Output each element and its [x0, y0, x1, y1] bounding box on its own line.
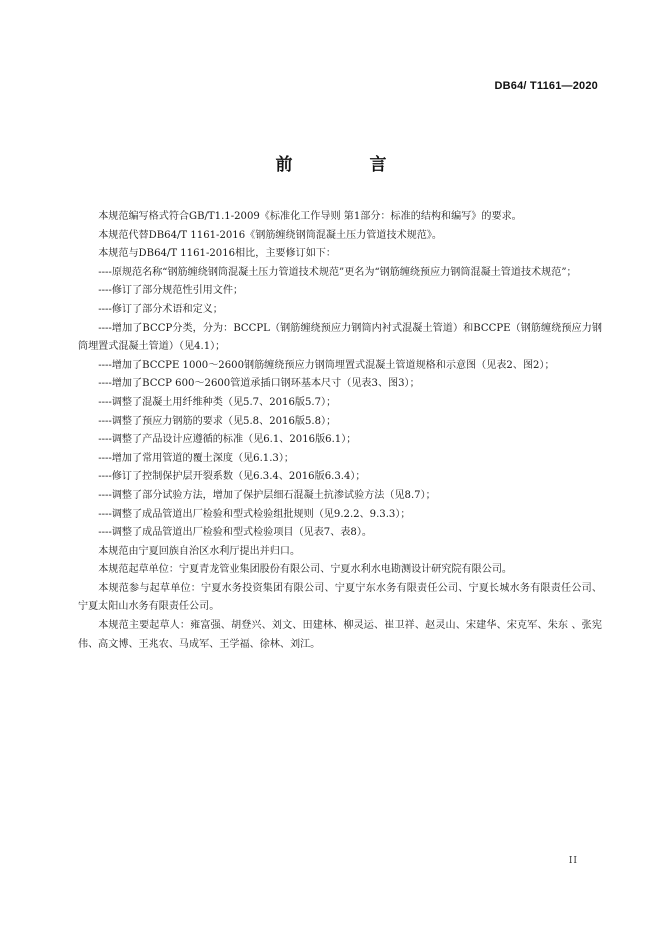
change-item: ----调整了产品设计应遵循的标准（见6.1、2016版6.1）； — [98, 434, 357, 446]
paragraph-proposer: 本规范由宁夏回族自治区水利厅提出并归口。 — [98, 545, 301, 557]
change-item: ----增加了常用管道的覆土深度（见6.1.3）； — [98, 452, 294, 464]
foreword-body — [78, 208, 602, 654]
paragraph-format: 本规范编写格式符合GB/T1.1-2009《标准化工作导则 第1部分：标准的结构和编写》的要求。 — [98, 211, 522, 222]
change-item: ----增加了BCCPE 1000～2600钢筋缠绕预应力钢筒埋置式混凝土管道规格和示意图（见表2、图2）； — [98, 359, 555, 371]
change-item: ----增加了BCCP分类，分为：BCCPL（钢筋缠绕预应力钢筒内衬式混凝土管道）和BCCPE（钢筋缠绕预应力钢筒埋置式混凝土管道）（见4.1）； — [78, 322, 602, 353]
paragraph-participating-units: 本规范参与起草单位：宁夏水务投资集团有限公司、宁夏宁东水务有限责任公司、宁夏长城水务有限责任公司、宁夏太阳山水务有限责任公司。 — [78, 582, 602, 613]
change-item: ----调整了混凝土用纤维种类（见5.7、2016版5.7）； — [98, 396, 337, 408]
change-item: ----调整了部分试验方法，增加了保护层细石混凝土抗渗试验方法（见8.7）； — [98, 489, 436, 501]
change-item: ----调整了预应力钢筋的要求（见5.8、2016版5.8）； — [98, 415, 337, 427]
change-item: ----修订了部分术语和定义； — [98, 303, 223, 315]
change-item: ----修订了部分规范性引用文件； — [98, 285, 244, 297]
paragraph-drafting-units: 本规范起草单位：宁夏青龙管业集团股份有限公司、宁夏水利水电勘测设计研究院有限公司。 — [98, 564, 513, 576]
change-item: ----增加了BCCP 600～2600管道承插口钢环基本尺寸（见表3、图3）； — [98, 378, 420, 390]
change-item: ----调整了成品管道出厂检验和型式检验组批规则（见9.2.2、9.3.3）； — [98, 508, 411, 520]
standard-code: DB64/ T1161—2020 — [494, 80, 598, 92]
paragraph-replaces: 本规范代替DB64/T 1161-2016《钢筋缠绕钢筒混凝土压力管道技术规范》。 — [98, 229, 442, 241]
paragraph-changes-intro: 本规范与DB64/T 1161-2016相比，主要修订如下： — [98, 248, 336, 260]
page-title: 前 言 — [275, 155, 417, 175]
change-item: ----修订了控制保护层开裂系数（见6.3.4、2016版6.3.4）； — [98, 471, 366, 483]
change-item: ----调整了成品管道出厂检验和型式检验项目（见表7、表8）。 — [98, 527, 372, 539]
page-number: II — [568, 856, 578, 866]
change-item: ----原规范名称“钢筋缠绕钢筒混凝土压力管道技术规范”更名为“钢筋缠绕预应力钢筒混凝土管道技术规范”； — [98, 266, 577, 278]
paragraph-drafters: 本规范主要起草人：雍富强、胡登兴、刘文、田建林、柳灵运、崔卫祥、赵灵山、宋建华、宋克军、朱东 、张宪伟、高文博、王兆农、马成军、王学福、徐林、刘江。 — [78, 620, 602, 650]
